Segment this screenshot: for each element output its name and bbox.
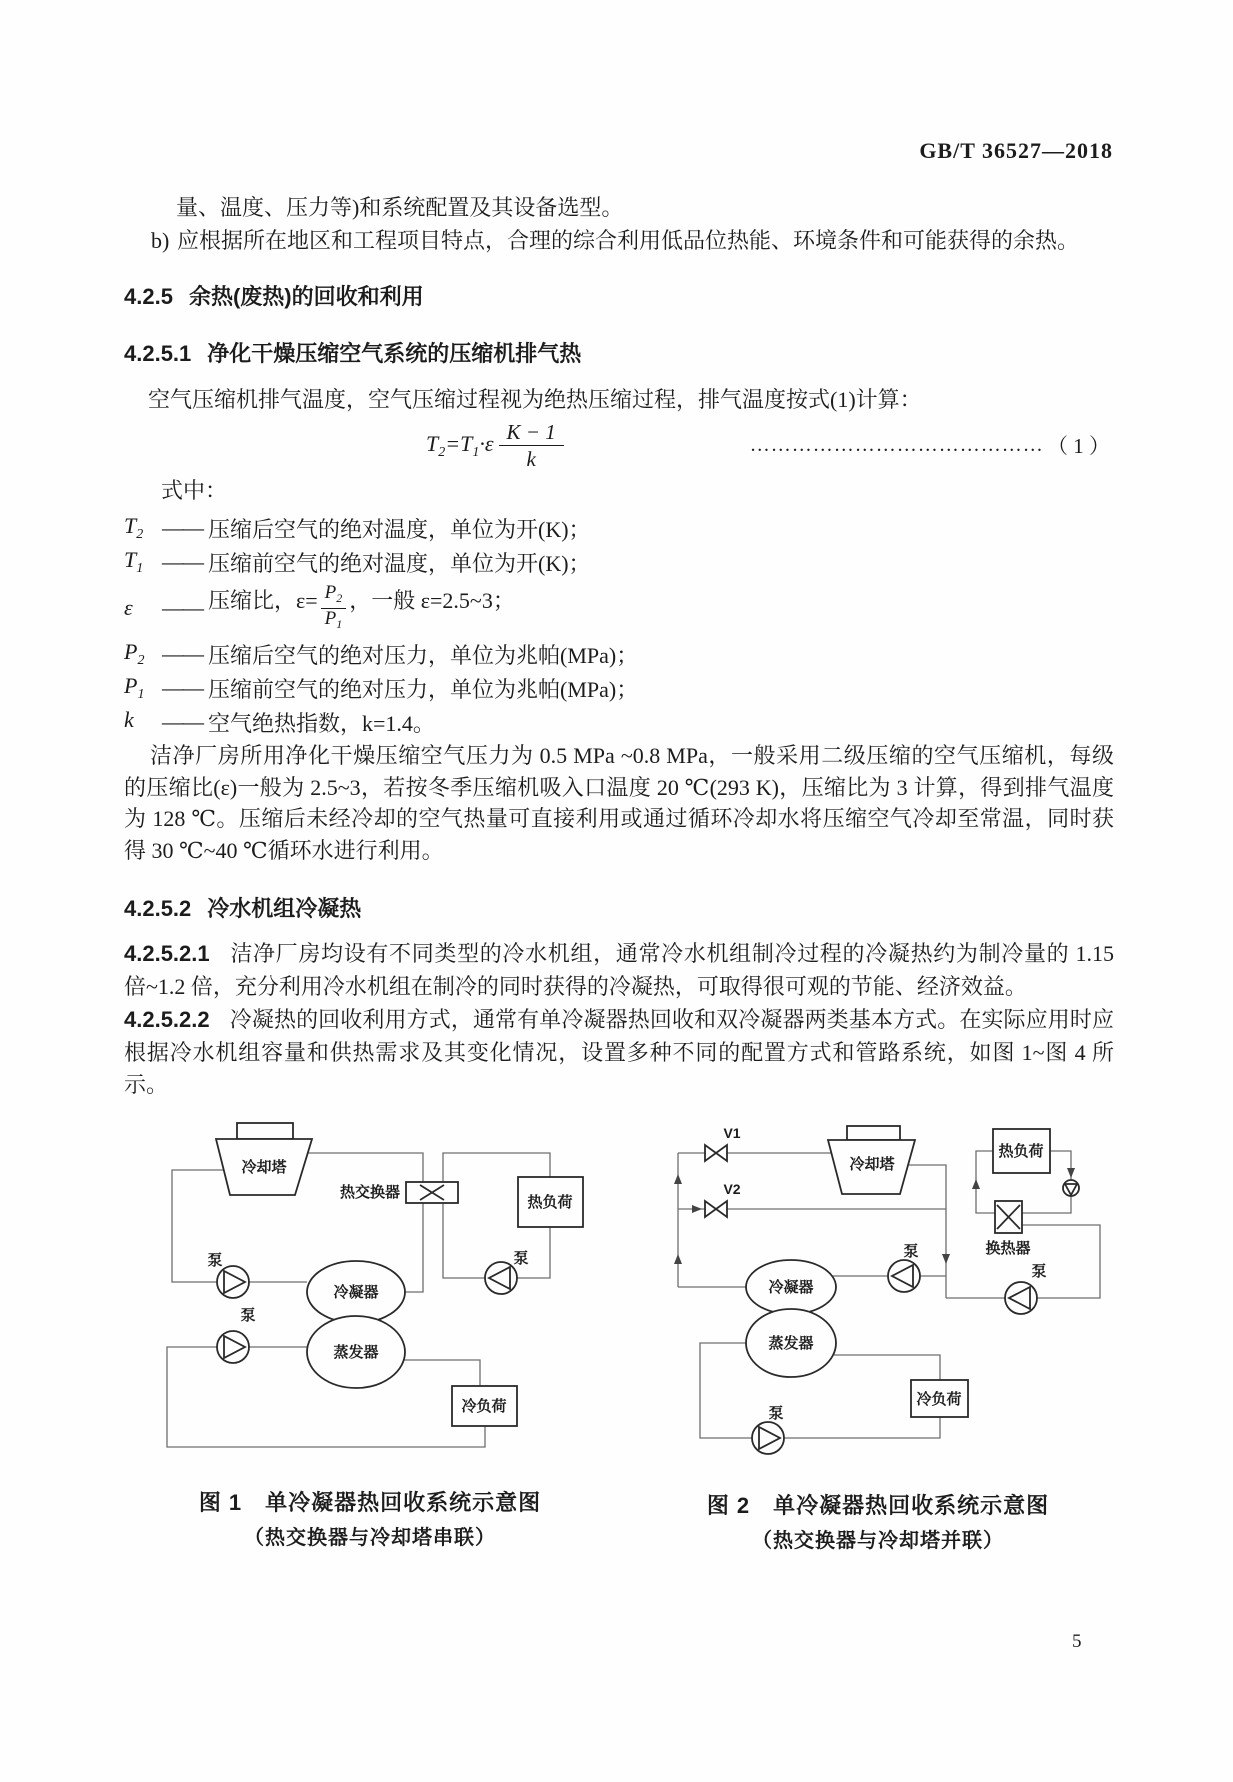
- down-arrow-icon: [1067, 1168, 1075, 1178]
- evaporator-label: 蒸发器: [333, 1344, 379, 1361]
- figure2-caption: 图 2 单冷凝器热回收系统示意图: [706, 1493, 1050, 1518]
- valve-v1-icon: [716, 1145, 727, 1161]
- definition-row: $P_1$ —— 压缩前空气的绝对压力，单位为兆帕(MPa)；: [124, 673, 639, 702]
- equation-dot-leader: ……………………………………: [749, 433, 1044, 456]
- paragraph-text: 洁净厂房均设有不同类型的冷水机组，通常冷水机组制冷过程的冷凝热约为制冷量的 1.15 倍~1.2 倍，充分利用冷水机组在制冷的同时获得的冷凝热，可取得很可观的节能、经济效益。: [124, 941, 1114, 999]
- section-heading-4252: [124, 892, 361, 923]
- cooling-tower-cap: [237, 1123, 293, 1139]
- paragraph-42521: [124, 937, 1114, 1003]
- up-arrow-icon: [972, 1179, 980, 1189]
- up-arrow-icon: [674, 1174, 682, 1184]
- symbol-definitions: [124, 511, 1114, 739]
- pump-label: 泵: [1031, 1263, 1047, 1280]
- valve-v2-icon: [705, 1201, 716, 1217]
- down-arrow-icon: [942, 1254, 950, 1264]
- valve-v2-label: V2: [723, 1181, 741, 1197]
- section-title: 冷水机组冷凝热: [207, 896, 362, 921]
- heat-load-label: 热负荷: [998, 1143, 1044, 1160]
- pump-label: 泵: [240, 1307, 256, 1324]
- section-heading-425: [124, 280, 424, 311]
- figure1-subcaption: （热交换器与冷却塔串联）: [244, 1527, 496, 1549]
- definition-row: $T_1$ —— 压缩前空气的绝对温度，单位为开(K)；: [124, 547, 591, 576]
- evaporator-label: 蒸发器: [768, 1335, 814, 1352]
- section-title: 余热(废热)的回收和利用: [188, 284, 424, 309]
- equation-expression: $T_2=T_1\cdot\varepsilon$ $\frac{K - 1}{k}$: [426, 421, 564, 470]
- definition-row: $P_2$ —— 压缩后空气的绝对压力，单位为兆帕(MPa)；: [124, 639, 639, 668]
- definition-row: k —— 空气绝热指数，k=1.4。: [124, 707, 435, 736]
- where-label: 式中：: [161, 478, 228, 503]
- list-item-b-marker: b): [151, 228, 170, 253]
- exponent-fraction: $\frac{K - 1}{k}$: [499, 421, 564, 470]
- doc-number: GB/T 36527—2018: [919, 138, 1113, 163]
- cooling-load-label: 冷负荷: [461, 1398, 507, 1415]
- figure2-diagram: [618, 1098, 1138, 1468]
- equation-1: [124, 416, 1110, 474]
- paragraph-number: 4.2.5.2.2: [124, 1007, 210, 1032]
- section-number: 4.2.5.2: [124, 896, 192, 921]
- list-item-b-text: 应根据所在地区和工程项目特点，合理的综合利用低品位热能、环境条件和可能获得的余热。: [177, 228, 1080, 253]
- heat-exchanger-label: 换热器: [985, 1240, 1031, 1257]
- section-heading-4251: [124, 337, 581, 368]
- pump-label: 泵: [768, 1405, 784, 1422]
- valve-v1-label: V1: [723, 1125, 741, 1141]
- figure1-diagram: [150, 1095, 590, 1465]
- right-arrow-icon: [692, 1205, 702, 1213]
- list-item-b: [151, 226, 1079, 256]
- cooling-load-label: 冷负荷: [916, 1391, 962, 1408]
- section-number: 4.2.5: [124, 284, 173, 309]
- figure2-subcaption: （热交换器与冷却塔并联）: [752, 1530, 1004, 1552]
- condenser-label: 冷凝器: [333, 1284, 379, 1301]
- condenser-label: 冷凝器: [768, 1279, 814, 1296]
- heat-exchanger-label: 热交换器: [339, 1184, 400, 1201]
- up-arrow-icon: [674, 1254, 682, 1264]
- list-item-a-continuation: 量、温度、压力等)和系统配置及其设备选型。: [176, 195, 624, 220]
- definition-row: $T_2$ —— 压缩后空气的绝对温度，单位为开(K)；: [124, 513, 591, 542]
- inline-fraction: $\frac{P_2}{P_1}$: [321, 583, 347, 634]
- formula-intro-paragraph: 空气压缩机排气温度，空气压缩过程视为绝热压缩过程，排气温度按式(1)计算：: [148, 387, 922, 412]
- paragraph-42522: [124, 1004, 1114, 1102]
- compressed-air-paragraph: 洁净厂房所用净化干燥压缩空气压力为 0.5 MPa ~0.8 MPa，一般采用二级压缩的空气压缩机，每级的压缩比(ε)一般为 2.5~3，若按冬季压缩机吸入口温度 20 ℃(293 K)，压缩比为 3 计算，得到排气温度为 128 ℃。压缩后未经冷却的空气热量可直接利用或通过循环冷却水将压缩空气冷却至常温，同时获得 30 ℃~40 ℃循环水进行利用。: [124, 743, 1114, 863]
- cooling-tower-label: 冷却塔: [849, 1156, 895, 1173]
- pump-label: 泵: [513, 1250, 529, 1267]
- figure1-caption: 图 1 单冷凝器热回收系统示意图: [198, 1490, 542, 1515]
- paragraph-number: 4.2.5.2.1: [124, 941, 210, 966]
- cooling-tower-cap: [847, 1126, 900, 1140]
- heat-load-label: 热负荷: [527, 1194, 573, 1211]
- pump-label: 泵: [207, 1252, 223, 1269]
- cooling-tower-label: 冷却塔: [241, 1159, 287, 1176]
- valve-v1-icon: [705, 1145, 716, 1161]
- equation-number: （ 1 ）: [1047, 434, 1110, 458]
- page-number: 5: [1072, 1631, 1082, 1652]
- section-title: 净化干燥压缩空气系统的压缩机排气热: [207, 341, 582, 366]
- paragraph-text: 冷凝热的回收利用方式，通常有单冷凝器热回收和双冷凝器两类基本方式。在实际应用时应根据冷水机组容量和供热需求及其变化情况，设置多种不同的配置方式和管路系统，如图 1~图 4 所示。: [124, 1007, 1114, 1097]
- pump-label: 泵: [903, 1243, 919, 1260]
- valve-v2-icon: [716, 1201, 727, 1217]
- section-number: 4.2.5.1: [124, 341, 192, 366]
- definition-row: ε —— 压缩比，ε= $\frac{P_2}{P_1}$ ，一般 ε=2.5~3；: [124, 579, 1114, 637]
